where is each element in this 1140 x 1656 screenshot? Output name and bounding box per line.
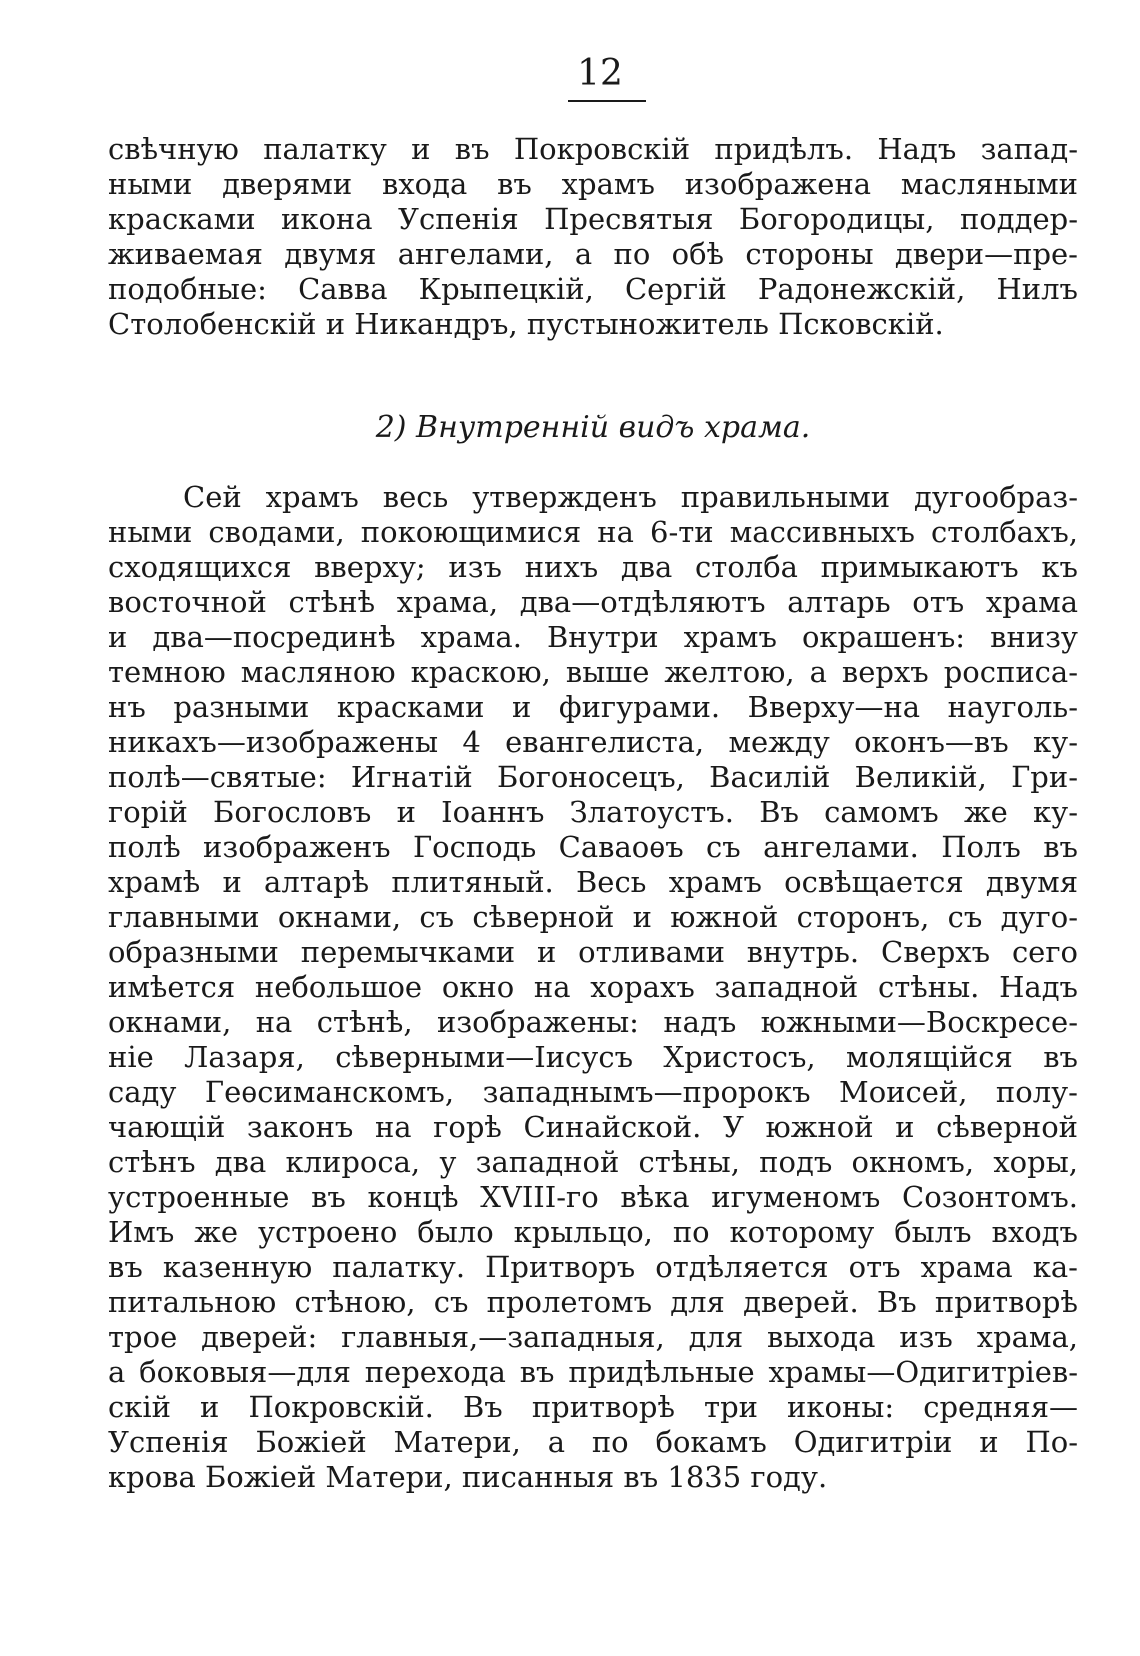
text-line: темною масляною краскою, выше желтою, а верхъ росписа-: [108, 655, 1078, 689]
text-line: полѣ—святые: Игнатій Богоносецъ, Василій Великій, Гри-: [108, 760, 1078, 794]
text-line: окнами, на стѣнѣ, изображены: надъ южными—Воскресе-: [108, 1005, 1078, 1039]
text-line: полѣ изображенъ Господь Саваоѳъ съ ангелами. Полъ въ: [108, 830, 1078, 864]
text-line: чающій законъ на горѣ Синайской. У южной и сѣверной: [108, 1110, 1078, 1144]
text-line: красками икона Успенія Пресвятыя Богородицы, поддер-: [108, 202, 1078, 236]
text-line: а боковыя—для перехода въ придѣльные храмы—Одигитріев-: [108, 1355, 1078, 1389]
text-line: Успенія Божіей Матери, а по бокамъ Одигитріи и По-: [108, 1425, 1078, 1459]
text-line: сходящихся вверху; изъ нихъ два столба примыкаютъ къ: [108, 550, 1078, 584]
text-line: саду Геѳсиманскомъ, западнымъ—пророкъ Моисей, полу-: [108, 1075, 1078, 1109]
page-number-underline: [568, 100, 646, 102]
text-line: горій Богословъ и Іоаннъ Златоустъ. Въ самомъ же ку-: [108, 795, 1078, 829]
section-heading: 2) Внутренній видъ храма.: [375, 410, 811, 445]
text-line: питальною стѣною, съ пролетомъ для дверей. Въ притворѣ: [108, 1285, 1078, 1319]
text-line: Столобенскій и Никандръ, пустыножитель Псковскій.: [108, 307, 944, 341]
text-line: стѣнъ два клироса, у западной стѣны, подъ окномъ, хоры,: [108, 1145, 1078, 1179]
text-line: устроенные въ концѣ XVIII-го вѣка игуменомъ Созонтомъ.: [108, 1180, 1078, 1214]
text-line: восточной стѣнѣ храма, два—отдѣляютъ алтарь отъ храма: [108, 585, 1078, 619]
text-line: въ казенную палатку. Притворъ отдѣляется отъ храма ка-: [108, 1250, 1078, 1284]
page-number: 12: [577, 53, 623, 94]
text-line: крова Божіей Матери, писанныя въ 1835 году.: [108, 1460, 828, 1494]
text-line: образными перемычками и отливами внутрь. Сверхъ сего: [108, 935, 1078, 969]
text-line: Сей храмъ весь утвержденъ правильными дугообраз-: [183, 480, 1078, 514]
text-line: ными дверями входа въ храмъ изображена масляными: [108, 167, 1078, 201]
text-line: трое дверей: главныя,—западныя, для выхода изъ храма,: [108, 1320, 1078, 1354]
text-line: живаемая двумя ангелами, а по обѣ стороны двери—пре-: [108, 237, 1078, 271]
text-line: свѣчную палатку и въ Покровскій придѣлъ. Надъ запад-: [108, 132, 1078, 166]
text-line: скій и Покровскій. Въ притворѣ три иконы: средняя—: [108, 1390, 1078, 1424]
text-line: никахъ—изображены 4 евангелиста, между оконъ—въ ку-: [108, 725, 1078, 759]
text-line: и два—посрединѣ храма. Внутри храмъ окрашенъ: внизу: [108, 620, 1078, 654]
text-line: ными сводами, покоющимися на 6-ти массивныхъ столбахъ,: [108, 515, 1078, 549]
text-line: подобные: Савва Крыпецкій, Сергій Радонежскій, Нилъ: [108, 272, 1078, 306]
text-line: нъ разными красками и фигурами. Вверху—на науголь-: [108, 690, 1078, 724]
text-line: имѣется небольшое окно на хорахъ западной стѣны. Надъ: [108, 970, 1078, 1004]
text-line: ніе Лазаря, сѣверными—Іисусъ Христосъ, молящійся въ: [108, 1040, 1078, 1074]
text-line: храмѣ и алтарѣ плитяный. Весь храмъ освѣщается двумя: [108, 865, 1078, 899]
text-line: Имъ же устроено было крыльцо, по которому былъ входъ: [108, 1215, 1078, 1249]
text-line: главными окнами, съ сѣверной и южной сторонъ, съ дуго-: [108, 900, 1078, 934]
